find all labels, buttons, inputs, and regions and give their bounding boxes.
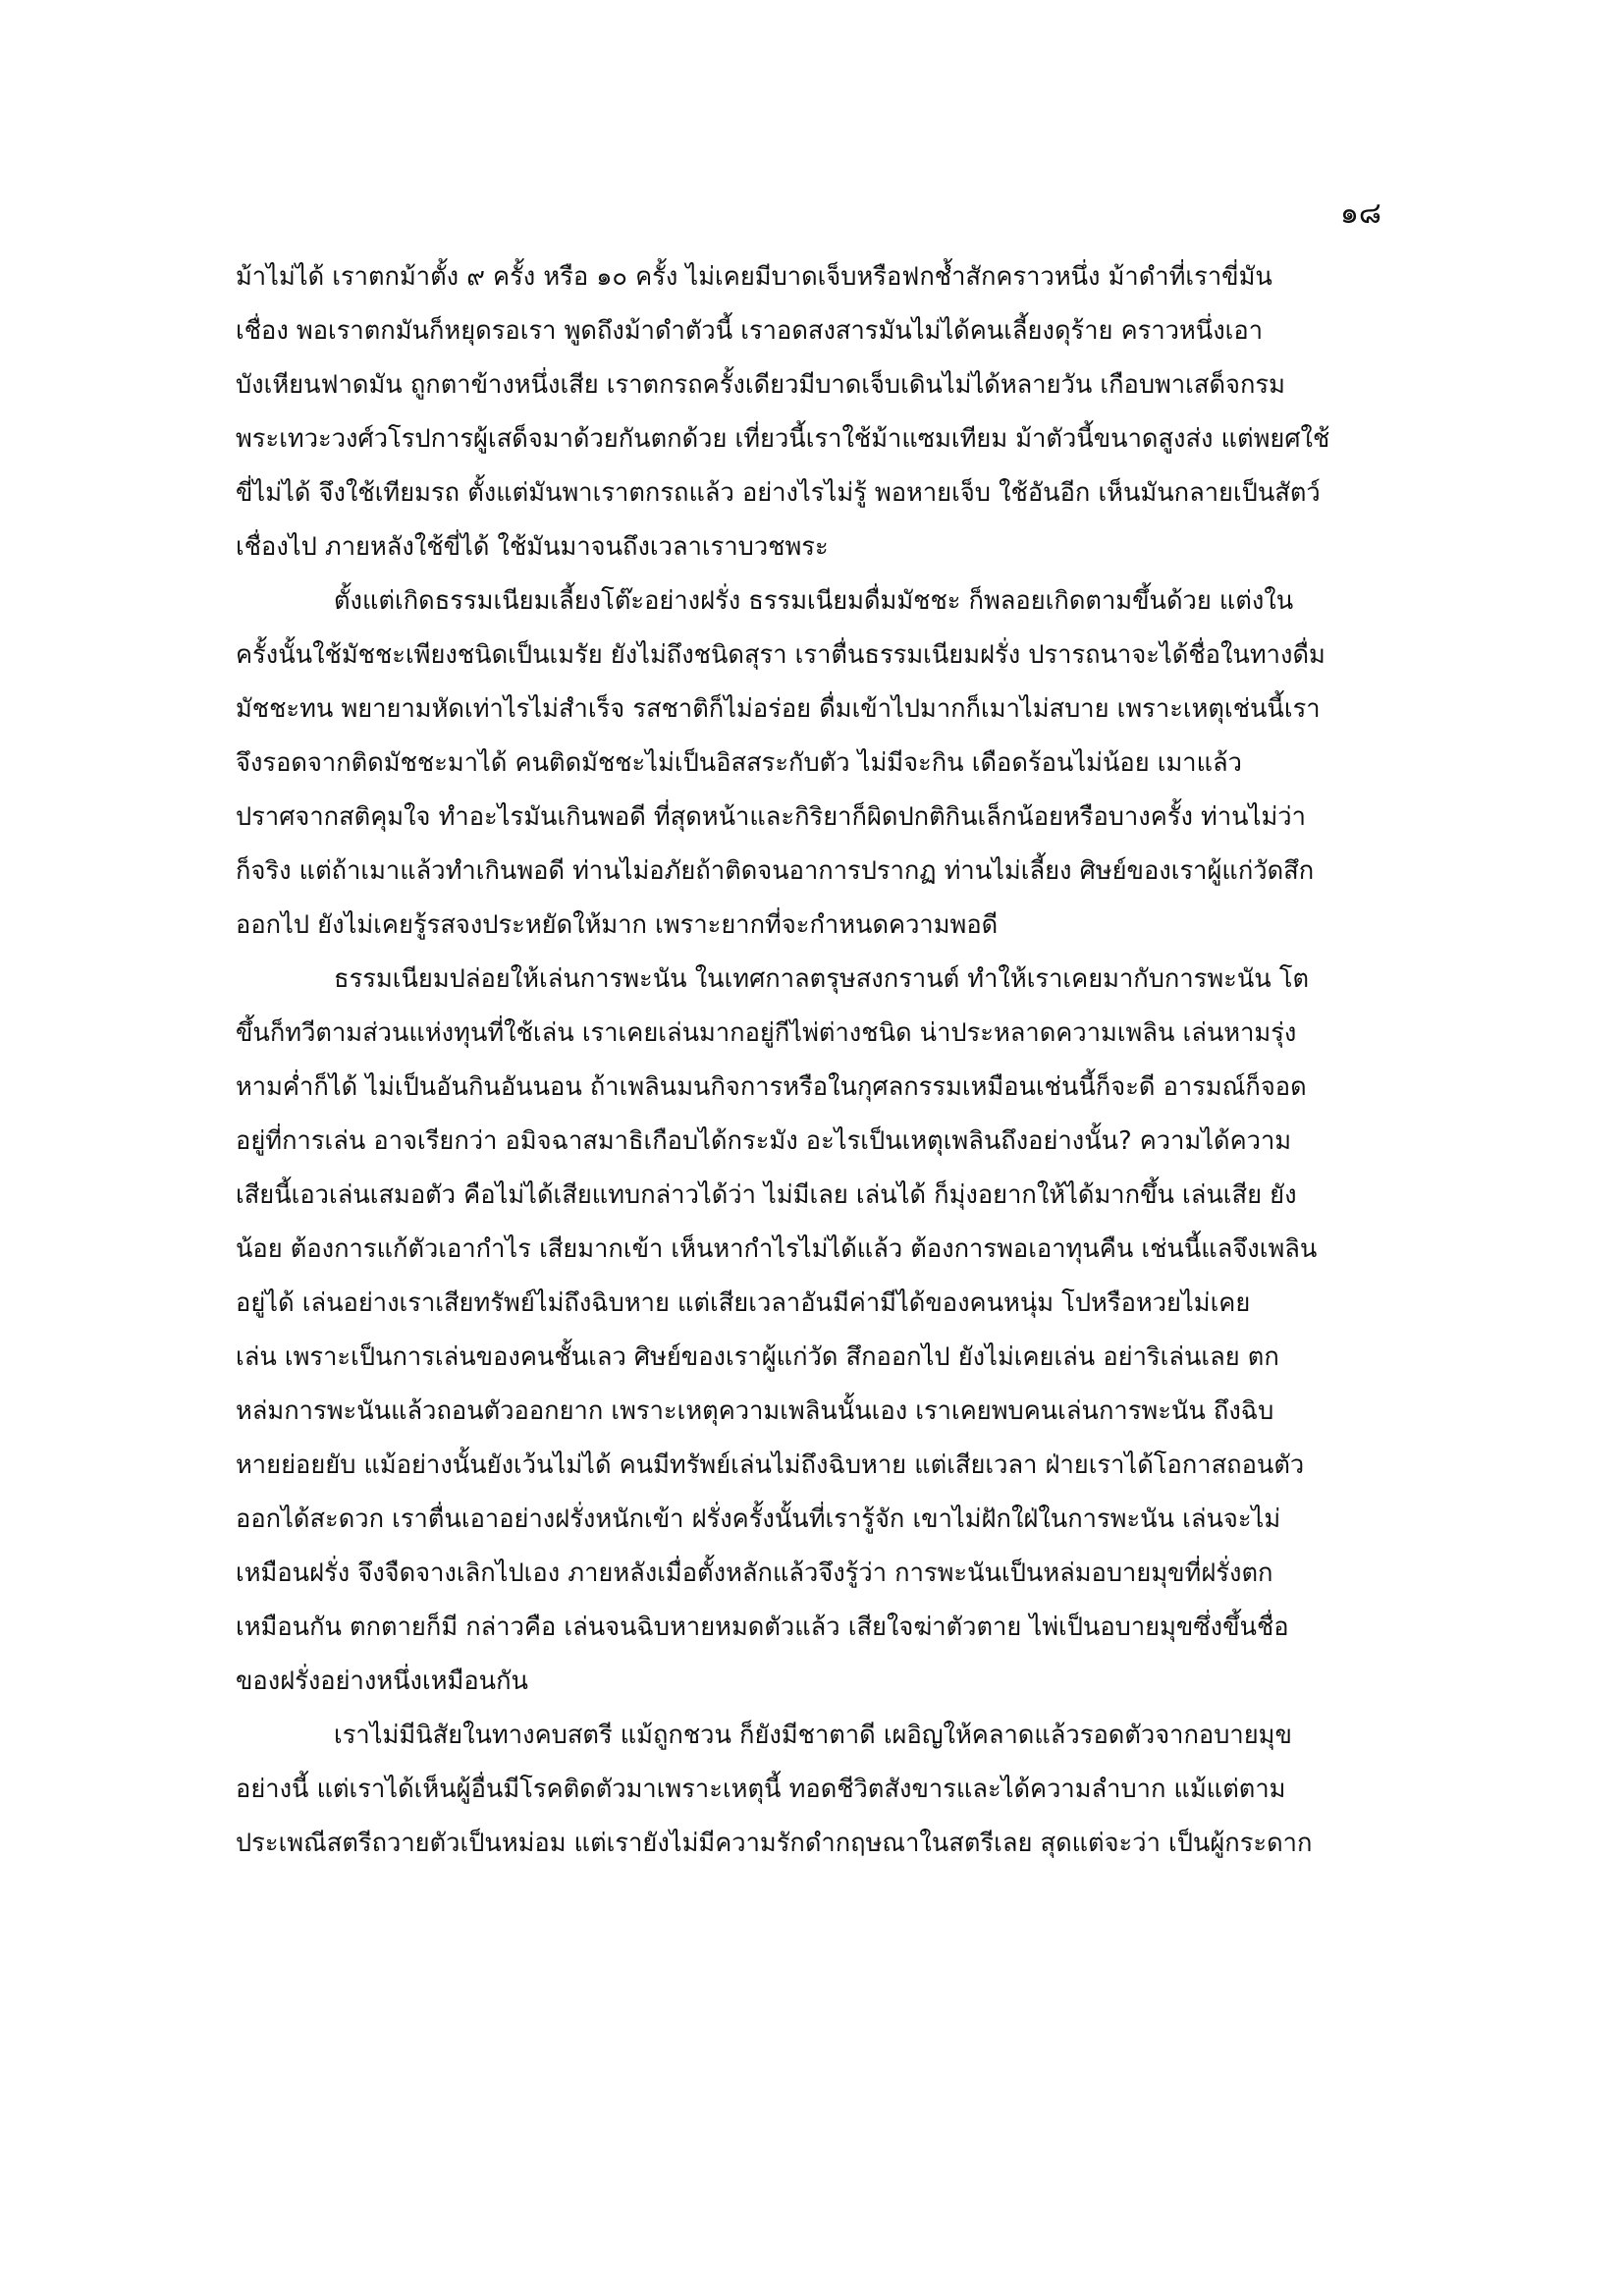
- page-number: ๑๘: [1339, 196, 1381, 231]
- text-line: เชื่อง พอเราตกมันก็หยุดรอเรา พูดถึงม้าดำตัวนี้ เราอดสงสารมันไม่ได้คนเลี้ยงดุร้าย คราวหนึ่งเอา: [236, 316, 1264, 346]
- text-line: อยู่ที่การเล่น อาจเรียกว่า อมิจฉาสมาธิเกือบได้กระมัง อะไรเป็นเหตุเพลินถึงอย่างนั้น? ความได้ความ: [236, 1126, 1292, 1156]
- text-line: จึงรอดจากติดมัชชะมาได้ คนติดมัชชะไม่เป็นอิสสระกับตัว ไม่มีจะกิน เดือดร้อนไม่น้อย เมาแล้ว: [236, 748, 1242, 778]
- text-line: เหมือนกัน ตกตายก็มี กล่าวคือ เล่นจนฉิบหายหมดตัวแล้ว เสียใจฆ่าตัวตาย ไพ่เป็นอบายมุขซึ่งขึ้นชื่อ: [236, 1613, 1289, 1642]
- text-line: ขึ้นก็ทวีตามส่วนแห่งทุนที่ใช้เล่น เราเคยเล่นมากอยู่กีไพ่ต่างชนิด น่าประหลาดความเพลิน เล่นหามรุ่ง: [236, 1018, 1297, 1048]
- text-line: หามค่ำก็ได้ ไม่เป็นอันกินอันนอน ถ้าเพลินมนกิจการหรือในกุศลกรรมเหมือนเช่นนี้ก็จะดี อารมณ์ก็จอด: [236, 1072, 1307, 1102]
- text-line: เล่น เพราะเป็นการเล่นของคนชั้นเลว ศิษย์ของเราผู้แก่วัด สึกออกไป ยังไม่เคยเล่น อย่าริเล่นเลย ตก: [236, 1342, 1279, 1372]
- paragraph-first-line: ธรรมเนียมปล่อยให้เล่นการพะนัน ในเทศกาลตรุษสงกรานต์ ทำให้เราเคยมากับการพะนัน โต: [334, 964, 1310, 994]
- body-text: [236, 250, 1394, 1871]
- paragraph-first-line: ตั้งแต่เกิดธรรมเนียมเลี้ยงโต๊ะอย่างฝรั่ง ธรรมเนียมดื่มมัชชะ ก็พลอยเกิดตามขึ้นด้วย แต่งใน: [334, 586, 1294, 616]
- text-line: บังเหียนฟาดมัน ถูกตาข้างหนึ่งเสีย เราตกรถครั้งเดียวมีบาดเจ็บเดินไม่ได้หลายวัน เกือบพาเสด็จกรม: [236, 370, 1285, 400]
- paragraph-first-line: เราไม่มีนิสัยในทางคบสตรี แม้ถูกชวน ก็ยังมีชาตาดี เผอิญให้คลาดแล้วรอดตัวจากอบายมุข: [334, 1721, 1292, 1750]
- text-line: มัชชะทน พยายามหัดเท่าไรไม่สำเร็จ รสชาติก็ไม่อร่อย ดื่มเข้าไปมากก็เมาไม่สบาย เพราะเหตุเช่นนี้เรา: [236, 694, 1321, 724]
- text-line: หล่มการพะนันแล้วถอนตัวออกยาก เพราะเหตุความเพลินนั้นเอง เราเคยพบคนเล่นการพะนัน ถึงฉิบ: [236, 1396, 1274, 1426]
- text-line: ออกไป ยังไม่เคยรู้รสจงประหยัดให้มาก เพราะยากที่จะกำหนดความพอดี: [236, 910, 999, 940]
- text-line: อยู่ได้ เล่นอย่างเราเสียทรัพย์ไม่ถึงฉิบหาย แต่เสียเวลาอันมีค่ามีได้ของคนหนุ่ม โปหรือหวยไม่เคย: [236, 1288, 1251, 1318]
- text-line: เชื่องไป ภายหลังใช้ขี่ได้ ใช้มันมาจนถึงเวลาเราบวชพระ: [236, 532, 829, 562]
- text-line: ของฝรั่งอย่างหนึ่งเหมือนกัน: [236, 1667, 528, 1696]
- text-line: ครั้งนั้นใช้มัชชะเพียงชนิดเป็นเมรัย ยังไม่ถึงชนิดสุรา เราตื่นธรรมเนียมฝรั่ง ปรารถนาจะได้ชื่อในทางดื่ม: [236, 640, 1325, 670]
- text-line: ออกได้สะดวก เราตื่นเอาอย่างฝรั่งหนักเข้า ฝรั่งครั้งนั้นที่เรารู้จัก เขาไม่ฝักใฝ่ในการพะนัน เล่นจะไม่: [236, 1504, 1281, 1534]
- text-line: ก็จริง แต่ถ้าเมาแล้วทำเกินพอดี ท่านไม่อภัยถ้าติดจนอาการปรากฏ ท่านไม่เลี้ยง ศิษย์ของเราผู้แก่วัดสึก: [236, 856, 1315, 886]
- text-line: พระเทวะวงศ์วโรปการผู้เสด็จมาด้วยกันตกด้วย เที่ยวนี้เราใช้ม้าแซมเทียม ม้าตัวนี้ขนาดสูงส่ง แต่พยศใช้: [236, 424, 1330, 454]
- text-line: หายย่อยยับ แม้อย่างนั้นยังเว้นไม่ได้ คนมีทรัพย์เล่นไม่ถึงฉิบหาย แต่เสียเวลา ฝ่ายเราได้โอกาสถอนตัว: [236, 1450, 1305, 1480]
- text-line: ประเพณีสตรีถวายตัวเป็นหม่อม แต่เรายังไม่มีความรักดำกฤษณาในสตรีเลย สุดแต่จะว่า เป็นผู้กระดาก: [236, 1829, 1313, 1858]
- text-line: เหมือนฝรั่ง จึงจืดจางเลิกไปเอง ภายหลังเมื่อตั้งหลักแล้วจึงรู้ว่า การพะนันเป็นหล่มอบายมุขที่ฝรั่งตก: [236, 1558, 1273, 1588]
- text-line: เสียนี้เอวเล่นเสมอตัว คือไม่ได้เสียแทบกล่าวได้ว่า ไม่มีเลย เล่นได้ ก็มุ่งอยากให้ได้มากขึ้น เล่นเสีย ยัง: [236, 1180, 1297, 1210]
- text-line: ปราศจากสติคุมใจ ทำอะไรมันเกินพอดี ที่สุดหน้าและกิริยาก็ผิดปกติกินเล็กน้อยหรือบางครั้ง ท่านไม่ว่า: [236, 802, 1306, 832]
- text-line: ม้าไม่ได้ เราตกม้าตั้ง ๙ ครั้ง หรือ ๑๐ ครั้ง ไม่เคยมีบาดเจ็บหรือฟกช้ำสักคราวหนึ่ง ม้าดำที่เราขี่มัน: [236, 262, 1272, 292]
- text-line: ขี่ไม่ได้ จึงใช้เทียมรถ ตั้งแต่มันพาเราตกรถแล้ว อย่างไรไม่รู้ พอหายเจ็บ ใช้อันอีก เห็นมันกลายเป็นสัตว์: [236, 478, 1321, 508]
- text-line: น้อย ต้องการแก้ตัวเอากำไร เสียมากเข้า เห็นหากำไรไม่ได้แล้ว ต้องการพอเอาทุนคืน เช่นนี้แลจึงเพลิน: [236, 1234, 1318, 1264]
- text-line: อย่างนี้ แต่เราได้เห็นผู้อื่นมีโรคติดตัวมาเพราะเหตุนี้ ทอดชีวิตสังขารและได้ความลำบาก แม้แต่ตาม: [236, 1775, 1286, 1804]
